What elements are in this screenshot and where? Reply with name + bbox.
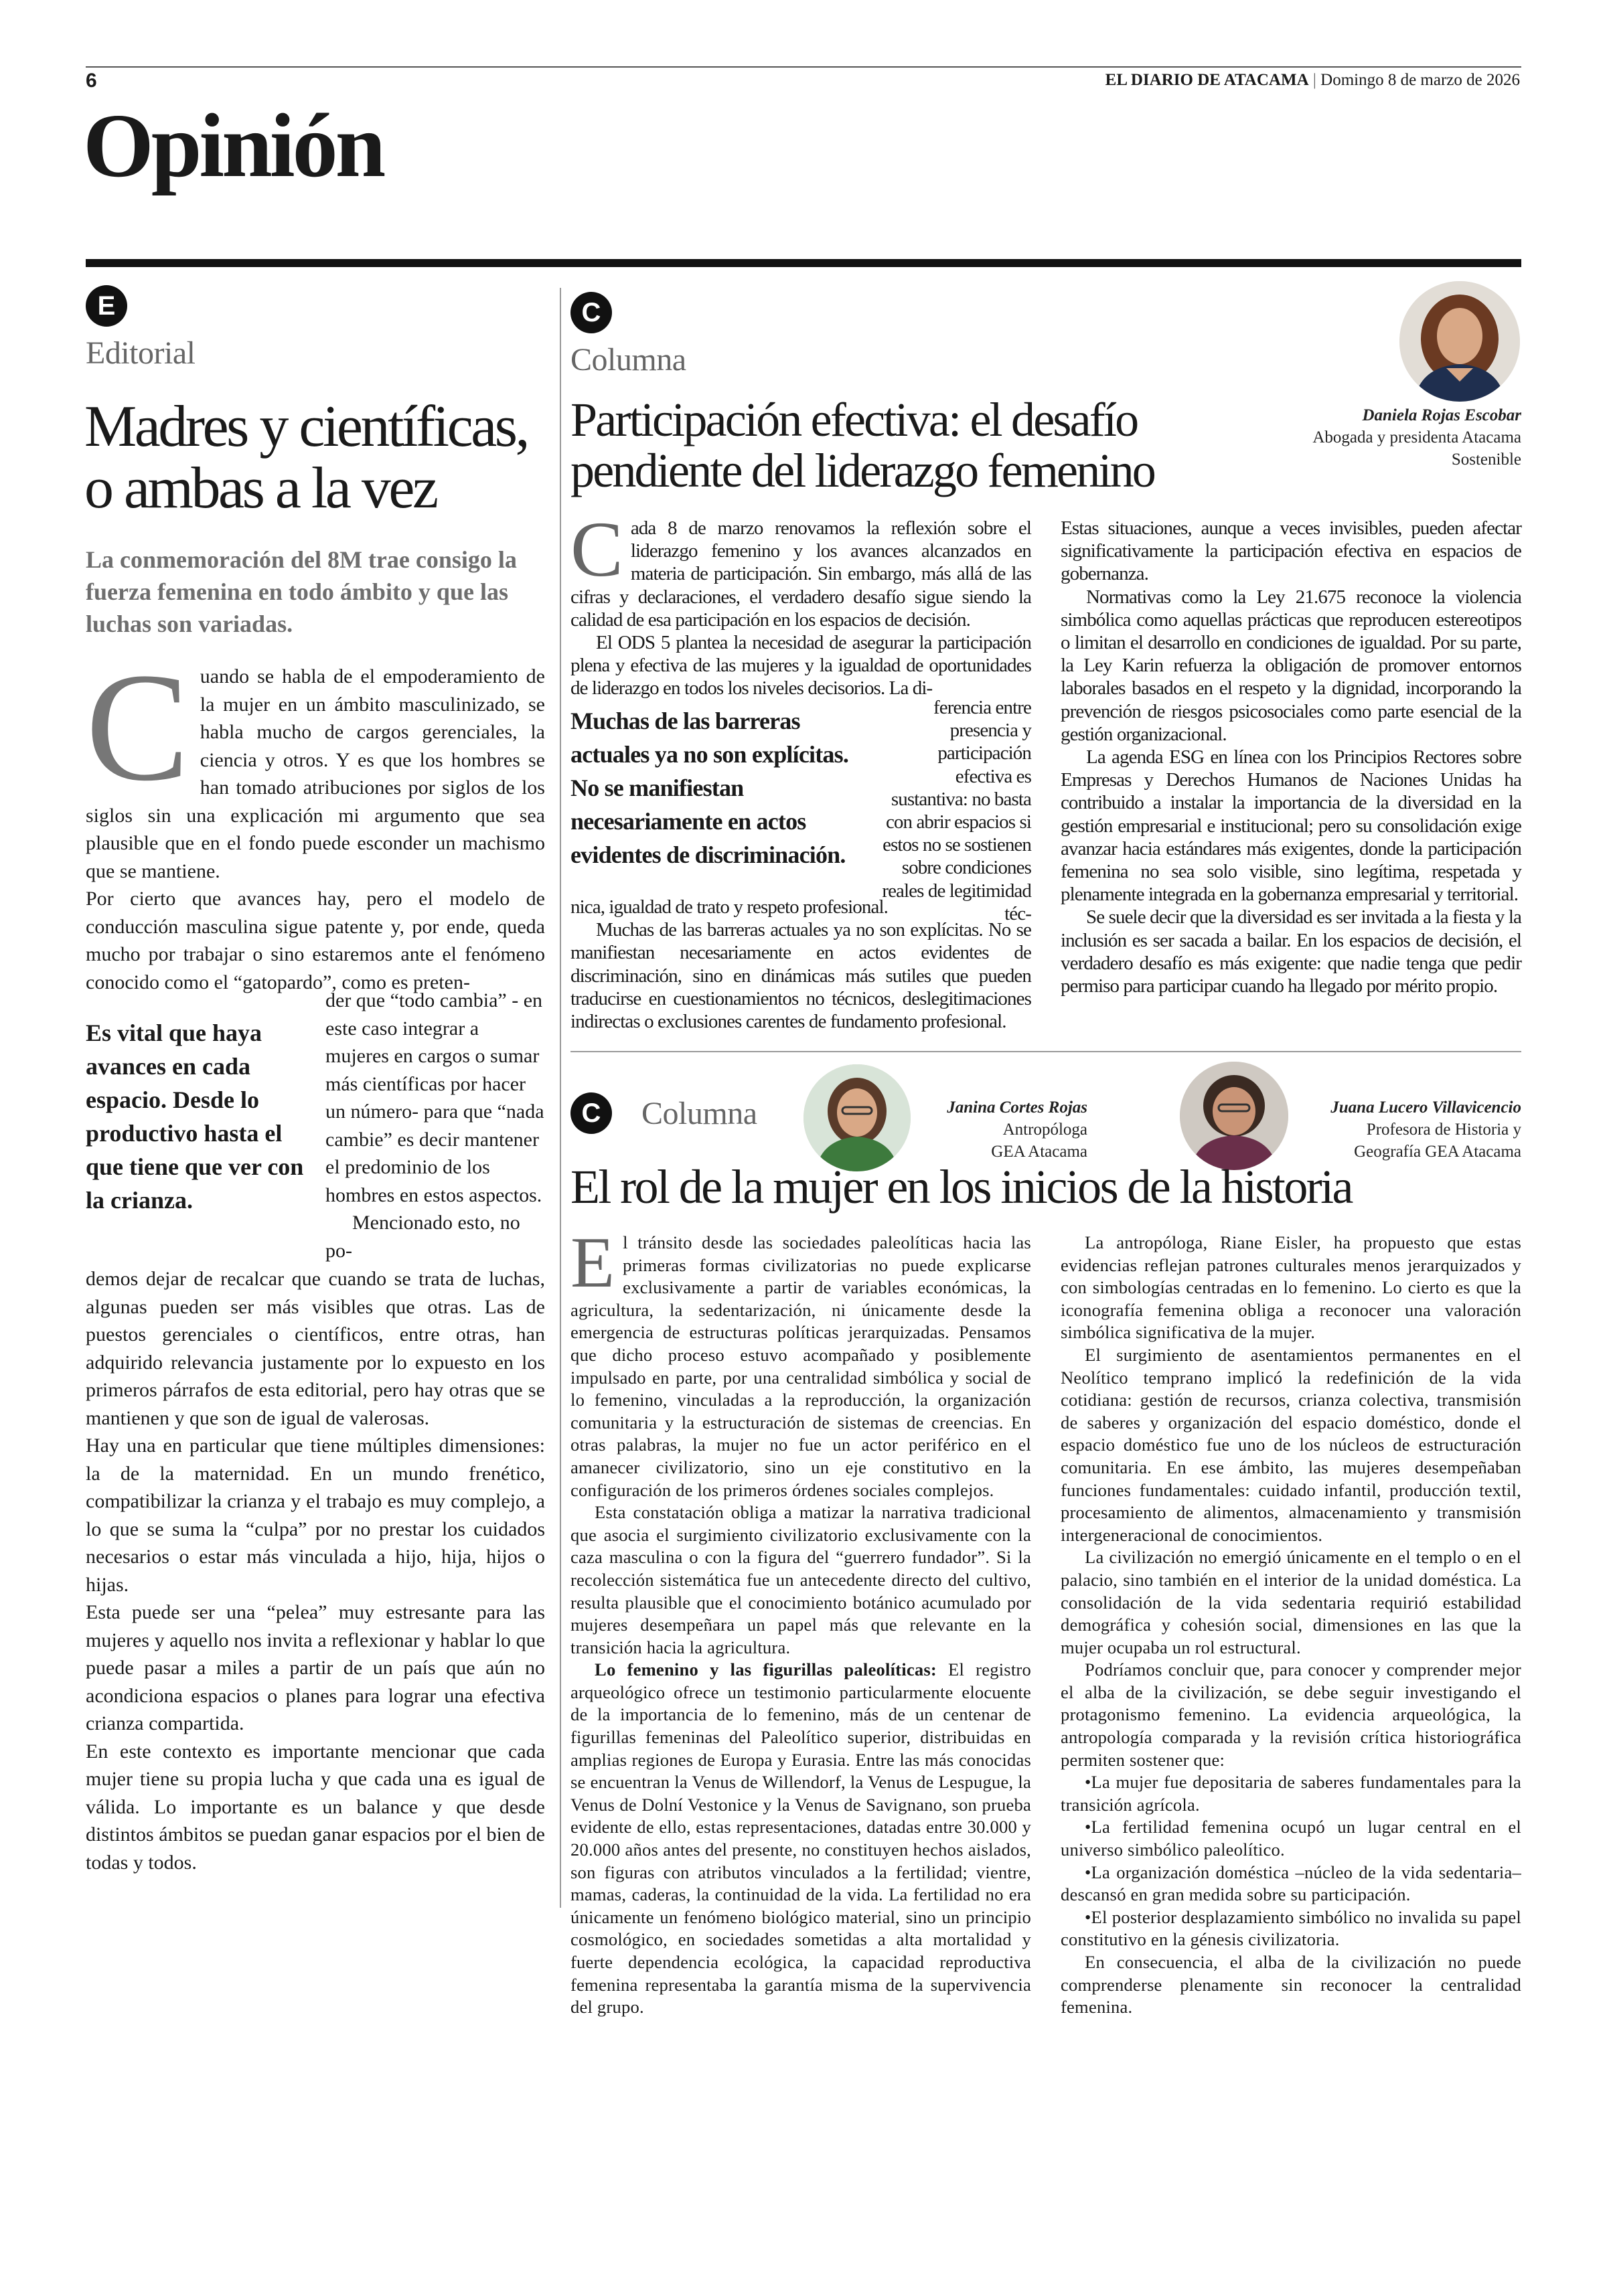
- column-separator: [570, 1051, 1521, 1052]
- editorial-body-top: [86, 641, 545, 996]
- column2-bullet-4: •El posterior desplazamiento simbólico no invalida su papel constitutivo en la génesis civilizatoria.: [1061, 1906, 1521, 1950]
- section-title: Opinión: [83, 96, 384, 196]
- editorial-body-side: [325, 987, 545, 1264]
- issue-date: Domingo 8 de marzo de 2026: [1320, 71, 1520, 89]
- column2-author1: [924, 1096, 1087, 1163]
- column2-paragraph-2: Esta constatación obliga a matizar la narrativa tradicional que asocia el surgimiento civilizatorio exclusivamente con la caza masculina o con la figura del “guerrero fundador”. Si la recolección sistemática fue un antecedente directo del cultivo, resulta plausible que el conocimiento botánico acumulado por mujeres desempeñara un papel más que relevante en la transición hacia la agricultura.: [570, 1502, 1031, 1657]
- column1-pullquote: Muchas de las barreras actuales ya no son explícitas. No se manifiestan necesariamente en actos evidentes de discriminación.: [570, 708, 849, 868]
- column2-paragraph-3-text: El registro arqueológico ofrece un testimonio particularmente elocuente de la importancia de lo femenino, más de un centenar de figurillas femeninas del Paleolítico superior, distribuidas en amplias regiones de Europa y Eurasia. Entre las más conocidas se encuentran la Venus de Willendorf, la Venus de Lespugue, la Venus de Dolní Vestonice y la Venus de Savignano, son prueba evidente de ello, estas representaciones, datadas entre 30.000 y 20.000 años antes del presente, no constituyen hechos aislados, son figuras con atributos vinculados a la fertilidad; vientre, mamas, caderas, la continuidad de la vida. La fertilidad no era únicamente un fenómeno biológico material, sino un principio cosmológico, en sociedades sometidas a alta mortalidad y fuerte dependencia ecológica, la capacidad reproductiva femenina representaba la garantía misma de la supervivencia del grupo.: [570, 1659, 1031, 2018]
- column1-paragraph-3: Muchas de las barreras actuales ya no son explícitas. No se manifiestan necesariamente en actos evidentes de discriminación, sino en dinámicas más sutiles que pueden traducirse en cuestionamientos no técnicos, deslegitimaciones indirectas o exclusiones carentes de fundamento profesional.: [570, 919, 1031, 1033]
- editorial-paragraph-3b: demos dejar de recalcar que cuando se trata de luchas, algunas pueden ser más visibles que otras. Las de puestos gerenciales o científicos, entre otras, han adquirido relevancia justamente por lo expuesto en los primeros párrafos de esta editorial, pero hay otras que se mantienen y que son de igual de valerosas.: [86, 1268, 545, 1429]
- editorial-headline: [84, 396, 566, 520]
- column2-paragraph-5: El surgimiento de asentamientos permanentes en el Neolítico temprano implicó la redefinición de la vida cotidiana: gestión de recursos, crianza colectiva, transmisión de saberes y organización del espacio doméstico, donde el espacio doméstico fue uno de los núcleos de estructuración comunitaria. En ese ámbito, las mujeres desempeñaban funciones fundamentales: cuidado infantil, producción textil, procesamiento de alimentos, almacenamiento y transmisión intergeneracional de conocimientos.: [1061, 1344, 1521, 1545]
- column1-body-top: [570, 505, 1031, 700]
- top-rule: [86, 66, 1521, 68]
- column2-author1-name: Janina Cortes Rojas: [947, 1098, 1087, 1117]
- column2-paragraph-7: Podríamos concluir que, para conocer y comprender mejor el alba de la civilización, se debe seguir investigando el protagonismo femenino. La evidencia arqueológica, la antropología comparada y la revisión crítica historiográfica permiten sostener que:: [1061, 1659, 1521, 1770]
- column2-author2: [1300, 1096, 1521, 1163]
- author-avatar-juana: [1180, 1062, 1288, 1170]
- column1-author: [1240, 404, 1521, 471]
- column1-author-role-line1: Abogada y presidenta Atacama: [1312, 428, 1521, 446]
- editorial-paragraph-3a: Mencionado esto, no po-: [325, 1212, 520, 1262]
- editorial-subhead: La conmemoración del 8M trae consigo la fuerza femenina en todo ámbito y que las luchas son variadas.: [86, 546, 517, 637]
- column1-headline-line2: pendiente del liderazgo femenino: [570, 443, 1154, 497]
- paper-name: EL DIARIO DE ATACAMA: [1105, 71, 1309, 89]
- column2-author1-role-line1: Antropóloga: [1002, 1121, 1087, 1139]
- column2-label: Columna: [641, 1096, 757, 1131]
- column1-body-right: [1061, 517, 1521, 997]
- editorial-pullquote: Es vital que haya avances en cada espacio. Desde lo productivo hasta el que tiene que ver con la crianza.: [86, 1019, 304, 1214]
- column2-paragraph-1: l tránsito desde las sociedades paleolíticas hacia las primeras formas civilizatorias no puede explicarse exclusivamente a partir de variables económicas, la agricultura, la sedentarización, ni únicamente desde la emergencia de estructuras políticas jerarquizadas. Pensamos que dicho proceso estuvo acompañado y posiblemente impulsado en parte, por una centralidad simbólica y social de lo femenino, vinculadas a la reproducción, la organización comunitaria y la estructuración de sistemas de creencias. En otras palabras, la mujer no fue un actor periférico en el amanecer civilizatorio, sino un eje constitutivo en la configuración de los primeros órdenes sociales complejos.: [570, 1232, 1031, 1500]
- editorial-badge: E: [86, 285, 127, 327]
- editorial-dropcap: C: [86, 641, 189, 813]
- column1-body-bottom: [570, 896, 1031, 1033]
- column2-body-right: [1061, 1232, 1521, 2019]
- editorial-paragraph-5: Esta puede ser una “pelea” muy estresante para las mujeres y aquello nos invita a reflexionar y hablar lo que puede pasar a miles a partir de un país que aún no acondiciona espacios o planes para lograr una efectiva crianza compartida.: [86, 1601, 545, 1734]
- column1-body-side: [881, 696, 1031, 925]
- column2-badge: C: [570, 1092, 612, 1134]
- column1-author-name: Daniela Rojas Escobar: [1362, 406, 1521, 424]
- column1-paragraph-6: La agenda ESG en línea con los Principios Rectores sobre Empresas y Derechos Humanos de Naciones Unidas ha contribuido a instalar la importancia de la diversidad en la gestión empresarial e institucional; pero su consolidación exige avanzar hacia estándares más exigentes, donde la participación femenina no sea solo visible, sino legítima, respetada y plenamente integrada en la gobernanza empresarial y territorial.: [1061, 746, 1521, 906]
- column1-paragraph-2b: ferencia entre presencia y participación efectiva es sustantiva: no basta con abrir espacios si estos no se sostienen sobre condiciones reales de legitimidad téc-: [882, 697, 1031, 924]
- column1-dropcap: C: [570, 505, 623, 593]
- editorial-headline-line2: o ambas a la vez: [84, 456, 437, 521]
- section-rule: [86, 259, 1521, 267]
- editorial-paragraph-6: En este contexto es importante mencionar que cada mujer tiene su propia lucha y que cada una es igual de válida. Lo importante es un balance y que desde distintos ámbitos se puedan ganar espacios por el bien de todas y todos.: [86, 1740, 545, 1874]
- portrait-icon: [1180, 1062, 1288, 1170]
- column2-author2-role-line2: Geografía GEA Atacama: [1354, 1143, 1521, 1161]
- editorial-paragraph-2a: Por cierto que avances hay, pero el modelo de conducción masculina sigue patente y, por ende, queda mucho por trabajar o sino estaremos ante el fenómeno conocido como el “gatopardo”, como es preten-: [86, 888, 545, 993]
- column2-subhead: Lo femenino y las figurillas paleolíticas:: [595, 1659, 937, 1680]
- column2-bullet-2: •La fertilidad femenina ocupó un lugar central en el universo simbólico paleolítico.: [1061, 1817, 1521, 1860]
- editorial-label: Editorial: [86, 335, 196, 371]
- column2-author2-name: Juana Lucero Villavicencio: [1330, 1098, 1521, 1117]
- masthead-info: [1105, 71, 1520, 90]
- editorial-headline-line1: Madres y científicas,: [84, 394, 528, 459]
- column2-dropcap: E: [570, 1223, 615, 1303]
- portrait-icon: [804, 1064, 911, 1171]
- column1-paragraph-4: Estas situaciones, aunque a veces invisibles, pueden afectar significativamente la participación efectiva en espacios de gobernanza.: [1061, 517, 1521, 585]
- author-avatar-daniela: [1399, 281, 1520, 402]
- column2-bullet-3: •La organización doméstica –núcleo de la vida sedentaria– descansó en gran medida sobre su participación.: [1061, 1862, 1521, 1905]
- column1-paragraph-1: ada 8 de marzo renovamos la reflexión sobre el liderazgo femenino y los avances alcanzados en materia de participación. Sin embargo, más allá de las cifras y declaraciones, el verdadero desafío sigue siendo la calidad de esa participación en los espacios de decisión.: [570, 517, 1031, 631]
- author-avatar-janina: [804, 1064, 911, 1171]
- column1-badge: C: [570, 292, 612, 333]
- column2-bullet-1: •La mujer fue depositaria de saberes fundamentales para la transición agrícola.: [1061, 1772, 1521, 1815]
- masthead-separator: |: [1312, 71, 1321, 89]
- column1-paragraph-2c: nica, igualdad de trato y respeto profesional.: [570, 896, 888, 918]
- column1-headline-line1: Participación efectiva: el desafío: [570, 393, 1138, 446]
- column1-paragraph-7: Se suele decir que la diversidad es ser invitada a la fiesta y la inclusión es ser sacada a bailar. En los espacios de decisión, el verdadero desafío es más exigente: que nadie tenga que pedir permiso para participar cuando ha llegado por mérito propio.: [1061, 906, 1521, 997]
- column1-paragraph-2a: El ODS 5 plantea la necesidad de asegurar la participación plena y efectiva de las mujeres y la igualdad de oportunidades de liderazgo en todos los niveles decisorios. La di-: [570, 632, 1031, 700]
- column2-body-left: [570, 1223, 1031, 2019]
- column2-paragraph-8: En consecuencia, el alba de la civilización no puede comprenderse plenamente sin reconocer la centralidad femenina.: [1061, 1952, 1521, 2018]
- editorial-paragraph-2b: der que “todo cambia” - en este caso integrar a mujeres en cargos o sumar más científicas por hacer un número- para que “nada cambie” es decir mantener el predominio de los hombres en estos aspectos.: [325, 989, 544, 1206]
- column1-author-role-line2: Sostenible: [1451, 450, 1521, 469]
- editorial-body-bottom: [86, 1265, 545, 1876]
- editorial-paragraph-1: uando se habla de el empoderamiento de la mujer en un ámbito masculinizado, se habla mucho de cargos gerenciales, la ciencia y otros. Y es que los hombres se han tomado atribuciones por siglos de los siglos sin una explicación mi argumento que sea plausible que en el fondo puede esconder un machismo que se mantiene.: [86, 665, 545, 882]
- column-divider: [560, 288, 561, 1908]
- column2-author2-role-line1: Profesora de Historia y: [1366, 1121, 1521, 1139]
- page-number: 6: [86, 70, 97, 92]
- portrait-icon: [1399, 281, 1520, 402]
- column2-headline: El rol de la mujer en los inicios de la historia: [570, 1160, 1352, 1214]
- column2-paragraph-6: La civilización no emergió únicamente en el templo o en el palacio, sino también en el interior de la unidad doméstica. La consolidación de la vida sedentaria requirió estabilidad demográfica y cohesión social, dimensiones en las que la mujer ocupaba un rol estructural.: [1061, 1547, 1521, 1657]
- column2-author1-role-line2: GEA Atacama: [991, 1143, 1087, 1161]
- column1-label: Columna: [570, 342, 686, 378]
- column1-paragraph-5: Normativas como la Ley 21.675 reconoce la violencia simbólica como aquellas prácticas que reproducen estereotipos o limitan el desarrollo en condiciones de igualdad. Por su parte, la Ley Karin refuerza la obligación de promover entornos laborales basados en el respeto y la dignidad, incorporando la prevención de riesgos psicosociales como parte esencial de la gestión organizacional.: [1061, 586, 1521, 745]
- column1-headline: [570, 395, 1260, 496]
- editorial-paragraph-4: Hay una en particular que tiene múltiples dimensiones: la de la maternidad. En un mundo frenético, compatibilizar la crianza y el trabajo es muy complejo, a lo que se suma la “culpa” por no prestar los cuidados necesarios o estar más vinculada a hijo, hija, hijos o hijas.: [86, 1434, 545, 1596]
- column2-paragraph-4: La antropóloga, Riane Eisler, ha propuesto que estas evidencias reflejan patrones culturales menos jerarquizados y con simbologías centradas en lo femenino. Lo cierto es que la iconografía femenina obliga a reconocer una valoración simbólica significativa de la mujer.: [1061, 1232, 1521, 1343]
- column2-paragraph-3: [570, 1659, 1031, 2019]
